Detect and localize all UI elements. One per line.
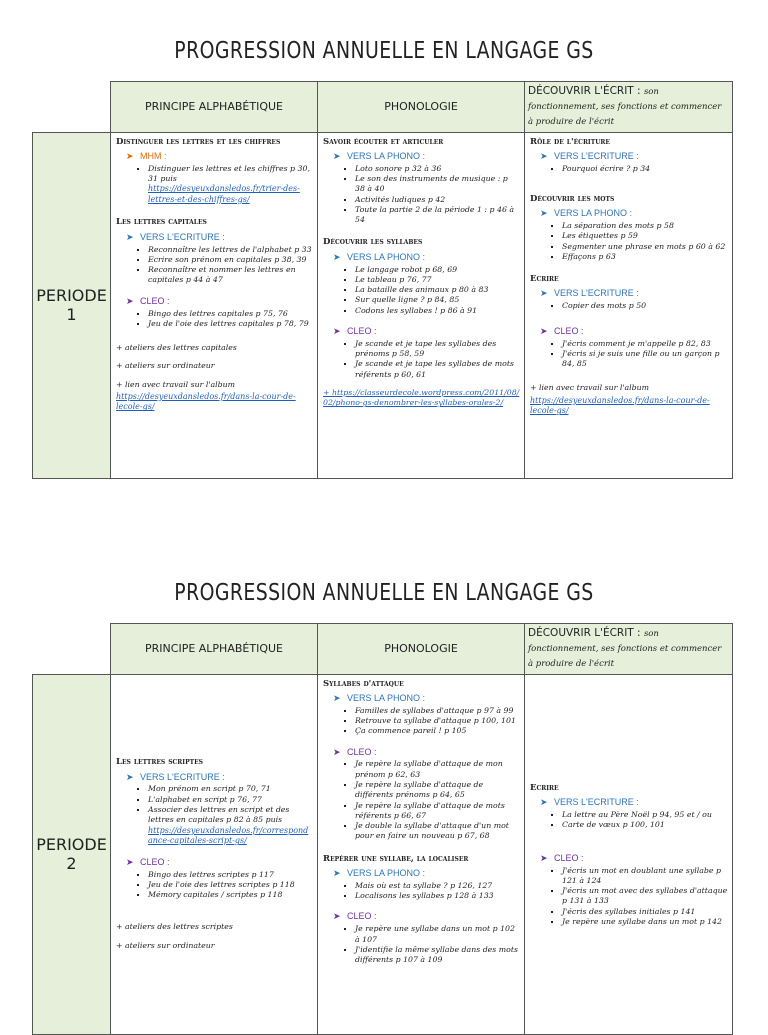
empty-corner: [33, 624, 111, 675]
resource-link[interactable]: https://desyeuxdansledos.fr/dans-la-cour-de-lecole-gs/: [530, 395, 710, 416]
list-item: ▪ Copier des mots p 50: [562, 301, 728, 311]
list-item: ▪ Je repère une syllabe dans un mot p 102 à 107: [355, 924, 520, 945]
list-item: ▪ Je double la syllabe d'attaque d'un mot pour en faire un nouveau p 67, 68: [355, 821, 520, 842]
sub-heading: ➤ CLEO :: [333, 325, 377, 336]
cell-ecrit: [525, 132, 733, 478]
section-title: Ecrire: [530, 274, 559, 285]
link-wrap: [148, 826, 313, 847]
cell-principe: [111, 674, 318, 1034]
sub-heading: ➤ CLEO :: [540, 325, 584, 336]
header-phonologie: PHONOLOGIE: [318, 624, 525, 675]
extra-note: + lien avec travail sur l'album: [530, 383, 650, 393]
progression-table: [32, 623, 733, 1035]
item-list: [562, 339, 728, 370]
item-list: [562, 301, 728, 311]
sub-heading: ➤ VERS L'ECRITURE :: [540, 288, 639, 299]
list-item: ▪ Effaçons p 63: [562, 252, 728, 262]
item-list: [355, 265, 520, 316]
sub-heading: ➤ CLEO :: [540, 852, 584, 863]
period-label: PERIODE 2: [33, 674, 111, 1034]
list-item: ▪ Bingo des lettres scriptes p 117: [148, 870, 313, 880]
cell-phonologie: [318, 132, 525, 478]
section-title: Savoir écouter et articuler: [323, 136, 444, 147]
item-list: [562, 221, 728, 262]
list-item: ▪ Toute la partie 2 de la période 1 : p 46 à 54: [355, 205, 520, 226]
header-principe: PRINCIPE ALPHABÉTIQUE: [111, 82, 318, 133]
arrow-icon: ➤: [126, 771, 134, 782]
sub-heading: ➤ VERS L'ECRITURE :: [540, 150, 639, 161]
header-principe: PRINCIPE ALPHABÉTIQUE: [111, 624, 318, 675]
list-item: ▪ La bataille des animaux p 80 à 83: [355, 285, 520, 295]
sub-heading: ➤ VERS L'ECRITURE :: [126, 231, 225, 242]
section-title: Découvrir les mots: [530, 194, 615, 205]
cell-principe: [111, 132, 318, 478]
section-title: Ecrire: [530, 783, 559, 794]
page-title: PROGRESSION ANNUELLE EN LANGAGE GS: [174, 38, 594, 64]
list-item: ▪ J'écris un mot avec des syllabes d'attaque p 131 à 133: [562, 886, 728, 907]
list-item: ▪ Reconnaître et nommer les lettres en capitales p 44 à 47: [148, 265, 313, 286]
sub-heading: ➤ VERS LA PHONO :: [540, 208, 633, 219]
sub-heading: ➤ CLEO :: [333, 911, 377, 922]
arrow-icon: ➤: [540, 797, 548, 808]
list-item: ▪ Retrouve ta syllabe d'attaque p 100, 101: [355, 716, 520, 726]
arrow-icon: ➤: [126, 150, 134, 161]
sub-heading: ➤ VERS LA PHONO :: [333, 692, 426, 703]
sub-heading: ➤ CLEO :: [126, 856, 170, 867]
sub-heading: ➤ MHM :: [126, 150, 167, 161]
list-item: ▪ J'écris comment je m'appelle p 82, 83: [562, 339, 728, 349]
period-label: PERIODE 1: [33, 132, 111, 478]
list-item: ▪ Ecrire son prénom en capitales p 38, 39: [148, 255, 313, 265]
item-list: [355, 164, 520, 226]
sub-heading: ➤ CLEO :: [126, 295, 170, 306]
item-list: [562, 164, 728, 174]
list-item: ▪ Reconnaître les lettres de l'alphabet p 33: [148, 245, 313, 255]
empty-corner: [33, 82, 111, 133]
arrow-icon: ➤: [333, 867, 341, 878]
list-item: ▪ Familles de syllabes d'attaque p 97 à 99: [355, 706, 520, 716]
section-title: Distinguer les lettres et les chiffres: [116, 136, 281, 147]
item-list: [355, 339, 520, 380]
list-item: ▪ Bingo des lettres capitales p 75, 76: [148, 309, 313, 319]
extra-note: + ateliers des lettres capitales: [116, 343, 237, 353]
header-ecrit: [525, 82, 733, 133]
header-ecrit-italic: son fonctionnement, ses fonctions et commencer à produire de l'écrit: [528, 629, 722, 670]
header-ecrit: [525, 624, 733, 675]
item-list: [148, 870, 313, 901]
list-item: ▪ Codons les syllabes ! p 86 à 91: [355, 306, 520, 316]
header-phonologie: PHONOLOGIE: [318, 82, 525, 133]
arrow-icon: ➤: [333, 325, 341, 336]
list-item: ▪ Jeu de l'oie des lettres capitales p 78, 79: [148, 319, 313, 329]
section-title: Découvrir les syllabes: [323, 237, 423, 248]
sub-heading: ➤ VERS LA PHONO :: [333, 867, 426, 878]
arrow-icon: ➤: [126, 295, 134, 306]
arrow-icon: ➤: [126, 856, 134, 867]
cell-phonologie: [318, 674, 525, 1034]
link-wrap: [148, 184, 313, 205]
list-item: ▪ Activités ludiques p 42: [355, 195, 520, 205]
extra-note: + ateliers sur ordinateur: [116, 361, 215, 371]
list-item: ▪ Jeu de l'oie des lettres scriptes p 118: [148, 880, 313, 890]
page-title: PROGRESSION ANNUELLE EN LANGAGE GS: [174, 580, 594, 606]
header-ecrit-bold: DÉCOUVRIR L'ÉCRIT :: [528, 85, 641, 97]
list-item: ▪ Les étiquettes p 59: [562, 231, 728, 241]
sub-heading: ➤ VERS L'ECRITURE :: [540, 797, 639, 808]
progression-table: [32, 81, 733, 479]
item-list: [355, 706, 520, 737]
list-item: ▪ Segmenter une phrase en mots p 60 à 62: [562, 242, 728, 252]
cell-ecrit: [525, 674, 733, 1034]
list-item: ▪ Je repère la syllabe d'attaque de mots référents p 66, 67: [355, 801, 520, 822]
resource-link[interactable]: https://desyeuxdansledos.fr/dans-la-cour-de-lecole-gs/: [116, 391, 296, 412]
list-item: ▪ J'écris si je suis une fille ou un garçon p 84, 85: [562, 349, 728, 370]
arrow-icon: ➤: [126, 231, 134, 242]
list-item: ▪ Associer des lettres en script et des lettres en capitales p 82 à 85 puis: [148, 805, 313, 826]
resource-link[interactable]: https://desyeuxdansledos.fr/trier-des-lettres-et-des-chiffres-gs/: [148, 184, 300, 204]
list-item: ▪ Localisons les syllabes p 128 à 133: [355, 891, 520, 901]
header-ecrit-italic: son fonctionnement, ses fonctions et commencer à produire de l'écrit: [528, 87, 722, 128]
section-title: Les lettres scriptes: [116, 757, 203, 768]
resource-link[interactable]: https://desyeuxdansledos.fr/correspondance-capitales-script-gs/: [148, 825, 309, 846]
arrow-icon: ➤: [540, 208, 548, 219]
item-list: [148, 309, 313, 330]
section-title: Rôle de l'écriture: [530, 136, 610, 147]
sub-heading: ➤ VERS LA PHONO :: [333, 150, 426, 161]
header-ecrit-bold: DÉCOUVRIR L'ÉCRIT :: [528, 627, 641, 639]
arrow-icon: ➤: [540, 325, 548, 336]
list-item: ▪ Je repère la syllabe d'attaque de mon prénom p 62, 63: [355, 759, 520, 780]
list-item: ▪ J'identifie la même syllabe dans des mots différents p 107 à 109: [355, 945, 520, 966]
list-item: ▪ Ça commence pareil ! p 105: [355, 726, 520, 736]
arrow-icon: ➤: [333, 692, 341, 703]
list-item: ▪ Je scande et je tape les syllabes de mots référents p 60, 61: [355, 359, 520, 380]
list-item: ▪ Carte de vœux p 100, 101: [562, 820, 728, 830]
arrow-icon: ➤: [333, 150, 341, 161]
list-item: ▪ L'alphabet en script p 76, 77: [148, 795, 313, 805]
list-item: ▪ Pourquoi écrire ? p 34: [562, 164, 728, 174]
item-list: [148, 784, 313, 825]
arrow-icon: ➤: [540, 852, 548, 863]
item-list: [355, 924, 520, 965]
section-title: Repérer une syllabe, la localiser: [323, 853, 469, 864]
item-list: [355, 881, 520, 902]
item-list: [562, 810, 728, 831]
arrow-icon: ➤: [540, 288, 548, 299]
item-list: [148, 164, 313, 185]
list-item: ▪ Mais où est ta syllabe ? p 126, 127: [355, 881, 520, 891]
sub-heading: ➤ VERS LA PHONO :: [333, 251, 426, 262]
list-item: ▪ Mon prénom en script p 70, 71: [148, 784, 313, 794]
item-list: [562, 866, 728, 928]
list-item: ▪ Je repère la syllabe d'attaque de différents prénoms p 64, 65: [355, 780, 520, 801]
list-item: ▪ J'écris un mot en doublant une syllabe p 121 à 124: [562, 866, 728, 887]
list-item: ▪ Le son des instruments de musique : p 38 à 40: [355, 174, 520, 195]
arrow-icon: ➤: [333, 746, 341, 757]
item-list: [148, 245, 313, 286]
sub-heading: ➤ CLEO :: [333, 746, 377, 757]
section-title: Syllabes d'attaque: [323, 678, 404, 689]
extra-note: + ateliers sur ordinateur: [116, 940, 215, 950]
list-item: ▪ J'écris des syllabes initiales p 141: [562, 907, 728, 917]
list-item: ▪ Sur quelle ligne ? p 84, 85: [355, 295, 520, 305]
list-item: ▪ La séparation des mots p 58: [562, 221, 728, 231]
extra-note: + ateliers des lettres scriptes: [116, 922, 233, 932]
resource-link[interactable]: + https://classeurdecole.wordpress.com/2011/08/02/phono-gs-denombrer-les-syllabes-orales-2/: [323, 387, 520, 408]
list-item: ▪ Distinguer les lettres et les chiffres p 30, 31 puis: [148, 164, 313, 185]
list-item: ▪ Loto sonore p 32 à 36: [355, 164, 520, 174]
arrow-icon: ➤: [540, 150, 548, 161]
item-list: [355, 759, 520, 841]
list-item: ▪ Mémory capitales / scriptes p 118: [148, 890, 313, 900]
list-item: ▪ La lettre au Père Noël p 94, 95 et / ou: [562, 810, 728, 820]
list-item: ▪ Le tableau p 76, 77: [355, 275, 520, 285]
list-item: ▪ Le langage robot p 68, 69: [355, 265, 520, 275]
list-item: ▪ Je scande et je tape les syllabes des prénoms p 58, 59: [355, 339, 520, 360]
arrow-icon: ➤: [333, 251, 341, 262]
extra-note: + lien avec travail sur l'album: [116, 379, 236, 389]
section-title: Les lettres capitales: [116, 217, 207, 228]
list-item: ▪ Je repère une syllabe dans un mot p 142: [562, 917, 728, 927]
sub-heading: ➤ VERS L'ECRITURE :: [126, 771, 225, 782]
arrow-icon: ➤: [333, 911, 341, 922]
